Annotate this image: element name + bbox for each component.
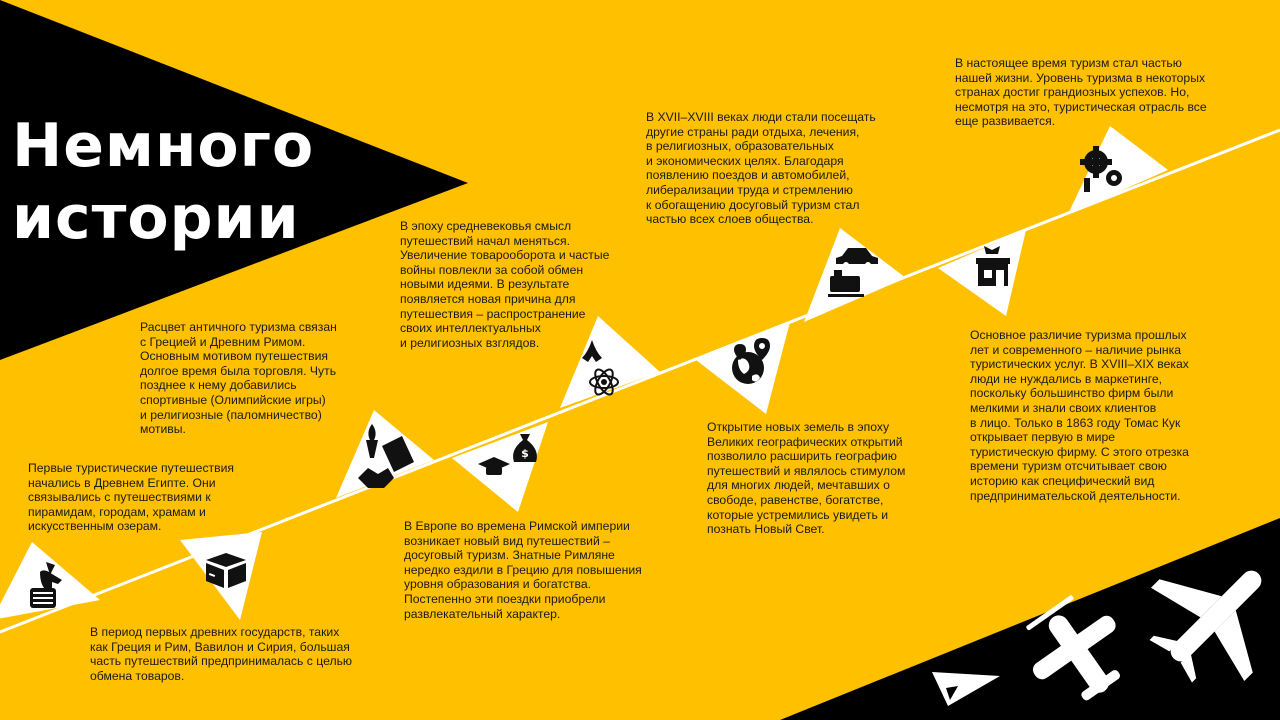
text-line: Увеличение товарооборота и частые [400,248,610,263]
text-line: позволило расширить географию [707,449,897,464]
timeline-paragraph-middle-ages [400,219,609,350]
text-line: В XVII–XVIII веках люди стали посещать [646,110,876,124]
title-line-2: истории [12,183,300,253]
text-line: искусственным озерам. [28,519,162,534]
text-line: свободе, равенстве, богатстве, [707,492,884,507]
text-line: нередко ездили в Грецию для повышения [404,562,642,577]
text-line: путешествий начал меняться. [400,233,570,248]
text-line: времени туризм отсчитывает свою [970,459,1167,474]
text-line: возникает новый вид путешествий – [404,533,610,548]
pennant-1 [0,542,100,620]
svg-text:$: $ [521,447,529,460]
text-line: странах достиг грандиозных успехов. Но, [955,85,1190,100]
text-line: В настоящее время туризм стал частью [955,56,1182,70]
text-line: спортивные (Олимпийские игры) [140,392,326,407]
timeline-paragraph-discoveries [707,420,905,537]
pennant-3 [336,410,434,498]
text-line: лет и современного – наличие рынка [970,342,1181,357]
text-line: несмотря на это, туристическая отрасль все [955,99,1207,114]
text-line: войны повлекли за собой обмен [400,262,584,277]
text-line: Великих географических открытий [707,434,903,449]
text-line: Расцвет античного туризма связан [140,320,337,334]
text-line: своих интеллектуальных [400,321,541,336]
text-line: путешествий и являлось стимулом [707,463,906,478]
text-line: туристическую фирму. С этого отрезка [970,444,1189,459]
text-line: открывает первую в мире [970,430,1116,445]
text-line: еще развивается. [955,114,1056,129]
text-line: связывались с путешествиями к [28,490,211,505]
text-line: люди не нуждались в маркетинге, [970,371,1163,386]
timeline-paragraph-present-day [955,56,1207,129]
text-line: В Европе во времена Римской империи [404,519,630,533]
text-line: в религиозных, образовательных [646,139,834,154]
timeline-paragraph-ancient-states [90,625,352,683]
text-line: В период первых древних государств, таких [90,625,340,639]
text-line: путешествия – распространение [400,306,586,321]
text-line: с Грецией и Древним Римом. [140,334,306,349]
text-line: Основным мотивом путешествия [140,349,329,364]
timeline-paragraph-17-18-centuries [646,110,876,227]
text-line: появляется новая причина для [400,291,576,306]
timeline-paragraph-egypt [28,461,234,534]
text-line: как Греция и Рим, Вавилон и Сирия, большая [90,639,350,654]
text-line: и религиозных взглядов. [400,335,540,350]
text-line: пирамидам, городам, храмам и [28,504,206,519]
text-line: досуговый туризм. Знатные Римляне [404,548,615,563]
text-line: частью всех слоев общества. [646,212,814,227]
text-line: туристических услуг. В XVIII–XIX веках [970,357,1189,372]
text-line: начались в Древнем Египте. Они [28,475,216,490]
text-line: Основное различие туризма прошлых [970,328,1187,342]
pennant-6 [696,322,790,414]
text-line: Постепенно эти поездки приобрели [404,591,606,606]
text-line: и религиозные (паломничество) [140,407,322,422]
timeline-paragraph-tourism-market [970,328,1189,503]
text-line: либерализации труда и стремлению [646,182,853,197]
slide-title [12,110,314,254]
text-line: предпринимательской деятельности. [970,488,1181,503]
text-line: развлекательный характер. [404,606,561,621]
text-line: часть путешествий предпринималась с целью [90,654,353,669]
text-line: которые устремились увидеть и [707,507,889,522]
text-line: и экономических целях. Благодаря [646,153,844,168]
text-line: для многих людей, мечтавших о [707,478,890,493]
text-line: долгое время была торговля. Чуть [140,363,337,378]
pennant-7 [804,228,906,322]
text-line: мелкими и знали своих клиентов [970,400,1157,415]
text-line: другие страны ради отдыха, лечения, [646,124,860,139]
text-line: Открытие новых земель в эпоху [707,420,890,434]
pennant-2 [180,532,262,620]
text-line: мотивы. [140,422,186,437]
text-line: поскольку большинство фирм были [970,386,1174,401]
pennant-8 [938,230,1026,316]
text-line: Первые туристические путешествия [28,461,235,475]
text-line: обмена товаров. [90,668,185,683]
title-line-1: Немного [12,111,315,181]
timeline-paragraph-antiquity [140,320,337,437]
timeline-paragraph-roman-empire [404,519,642,621]
text-line: в лицо. Только в 1863 году Томас Кук [970,415,1181,430]
pennant-9 [1068,126,1168,214]
text-line: уровня образования и богатства. [404,577,592,592]
text-line: нашей жизни. Уровень туризма в некоторых [955,70,1206,85]
text-line: познать Новый Свет. [707,522,825,537]
text-line: к обогащению досуговый туризм стал [646,197,860,212]
text-line: появлению поездов и автомобилей, [646,168,850,183]
text-line: новыми идеями. В результате [400,277,570,292]
text-line: историю как специфический вид [970,473,1155,488]
text-line: В эпоху средневековья смысл [400,219,572,233]
text-line: позднее к нему добавились [140,378,297,393]
